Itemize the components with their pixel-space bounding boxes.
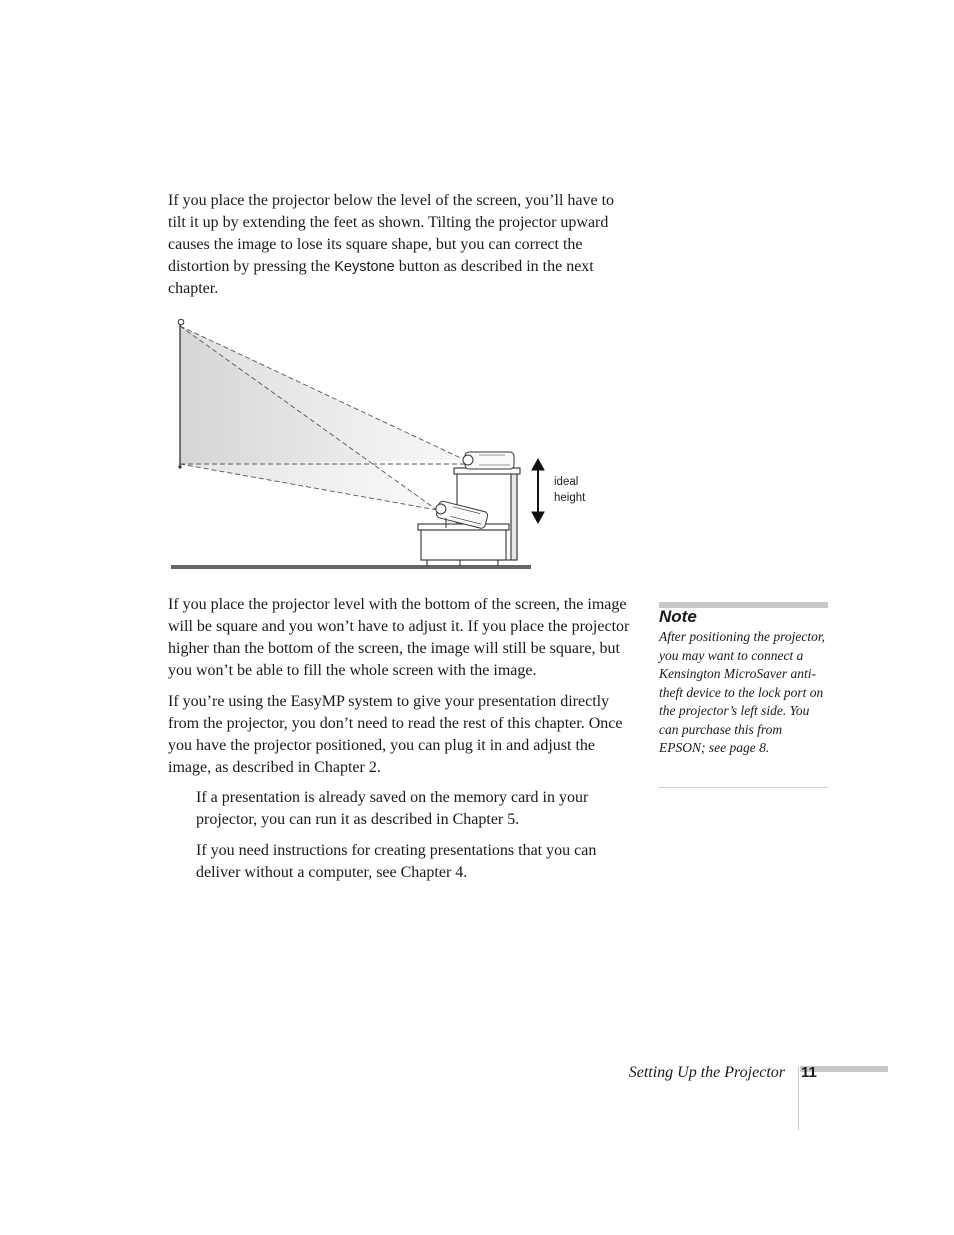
easymp-paragraph: If you’re using the EasyMP system to give your presentation directly from the projector, you don’t need to read the rest of this chapter. Once you have the projector positioned, you can plug it in and adjust the image, as described in Chapter 2. — [168, 693, 623, 776]
ideal-height-label-line1: ideal — [554, 476, 579, 488]
projector-placement-figure — [165, 312, 586, 574]
ideal-height-arrow — [532, 459, 544, 523]
note-title: Note — [659, 607, 697, 626]
footer-section-title: Setting Up the Projector — [628, 1064, 785, 1081]
ideal-height-label-line2: height — [554, 492, 586, 504]
memory-card-paragraph: If a presentation is already saved on the memory card in your projector, you can run it as described in Chapter 5. — [196, 789, 589, 828]
note-text: After positioning the projector, you may want to connect a Kensington MicroSaver anti-theft device to the lock port on the projector’s left side. You can purchase this from EPSON; see page 8. — [659, 629, 825, 755]
intro-paragraph: If you place the projector below the level of the screen, you’ll have to tilt it up by extending the feet as shown. Tilting the projector upward causes the image to lose its square shape, but you can correct the distortion by pressing the Keystone button as described in the next chapter. — [168, 192, 615, 297]
floor — [171, 565, 531, 569]
footer-rule — [798, 1066, 799, 1130]
page-number: 11 — [801, 1064, 817, 1081]
note-divider — [659, 787, 828, 788]
level-projector-icon — [463, 452, 514, 469]
instructions-paragraph: If you need instructions for creating presentations that you can deliver without a computer, see Chapter 4. — [196, 842, 597, 881]
low-table — [418, 524, 509, 566]
level-placement-paragraph: If you place the projector level with the bottom of the screen, the image will be square and you won’t have to adjust it. If you place the projector higher than the bottom of the screen, the image will still be square, but you won’t be able to fill the whole screen with the image. — [168, 596, 630, 679]
screen-top-hook — [178, 319, 184, 325]
keystone-button-name: Keystone — [334, 259, 395, 275]
